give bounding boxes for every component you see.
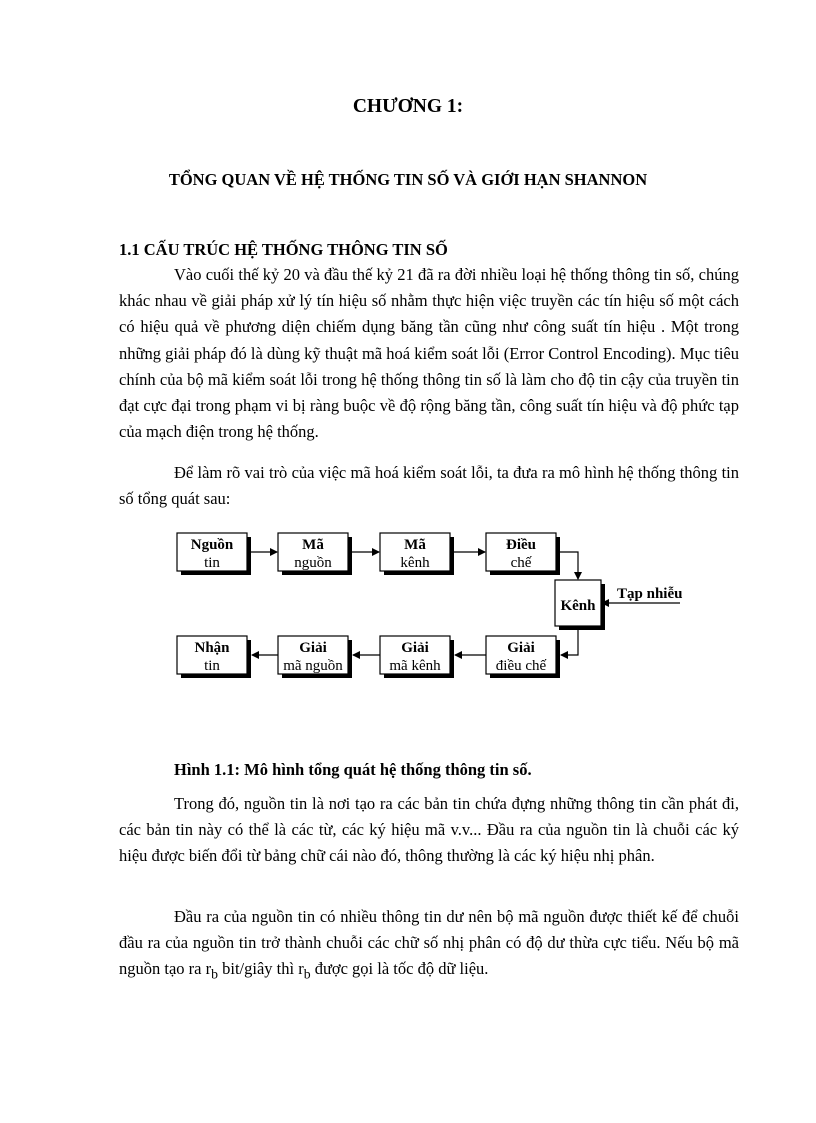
block-nhan-tin (177, 636, 251, 678)
p4-text-middle: bit/giây thì r (217, 959, 304, 979)
block-label-line2: mã nguồn (283, 658, 343, 674)
paragraph-model-intro: Để làm rõ vai trò của việc mã hoá kiểm soát lỗi, ta đưa ra mô hình hệ thống thông tin số tổng quát sau: (119, 463, 739, 509)
block-label-line1: Giải (401, 640, 429, 656)
paragraph-source-description: Trong đó, nguồn tin là nơi tạo ra các bản tin chứa đựng những thông tin cần phát đi, các bản tin này có thể là các từ, các ký hiệu mã v.v... Đầu ra của nguồn tin là chuỗi các ký hiệu được biến đổi từ bảng chữ cái nào đó, thông thường là các ký hiệu nhị phân. (119, 794, 739, 866)
subscript-b: b (303, 966, 311, 982)
arrow-modulator-to-channel (560, 552, 578, 579)
block-kenh (555, 580, 605, 630)
block-nguon-tin (177, 533, 251, 575)
block-label-line2: mã kênh (389, 658, 441, 674)
block-dieu-che (486, 533, 560, 575)
block-label-line2: kênh (400, 555, 430, 571)
noise-label: Tạp nhiễu (617, 586, 683, 602)
block-label-line1: Giải (299, 640, 327, 656)
p4-text-before: Đầu ra của nguồn tin có nhiều thông tin dư nên bộ mã nguồn được thiết kế để chuỗi đầu ra của nguồn tin trở thành chuỗi các chữ số nhị phân có độ dư thừa cực tiểu. Nếu bộ mã nguồn tạo ra r (119, 907, 739, 979)
block-label-line2: tin (204, 555, 220, 571)
block-label-line1: Mã (404, 537, 426, 553)
block-label-line1: Nguồn (190, 537, 234, 553)
block-label-line2: tin (204, 658, 220, 674)
block-label-line2: chế (510, 555, 532, 571)
block-giai-dieu-che (486, 636, 560, 678)
block-label-line1: Nhận (194, 640, 230, 656)
subscript-b: b (211, 966, 218, 982)
system-block-diagram (160, 525, 720, 695)
p4-text-after: được gọi là tốc độ dữ liệu. (310, 959, 489, 979)
chapter-subtitle: TỔNG QUAN VỀ HỆ THỐNG TIN SỐ VÀ GIỚI HẠN SHANNON (168, 170, 648, 189)
block-label-line1: Giải (507, 640, 535, 656)
block-giai-ma-nguon (278, 636, 352, 678)
paragraph-source-coder (119, 904, 739, 988)
paragraph-intro: Vào cuối thế kỷ 20 và đầu thế kỷ 21 đã ra đời nhiều loại hệ thống thông tin số, chúng khác nhau về giải pháp xử lý tín hiệu số nhằm thực hiện việc truyền các tín hiệu số một cách có hiệu quả về phương diện chiếm dụng băng tần cũng như công suất tín hiệu . Một trong những giải pháp đó là dùng kỹ thuật mã hoá kiểm soát lỗi (Error Control Encoding). Mục tiêu chính của bộ mã kiểm soát lỗi trong hệ thống thông tin số là làm cho độ tin cậy của truyền tin đạt cực đại trong phạm vi bị ràng buộc về độ rộng băng tần, công suất tín hiệu và độ phức tạp của mạch điện trong hệ thống. (119, 265, 739, 442)
section-heading: 1.1 CẤU TRÚC HỆ THỐNG THÔNG TIN SỐ (119, 240, 448, 259)
figure-caption: Hình 1.1: Mô hình tổng quát hệ thống thông tin số. (174, 760, 532, 779)
chapter-title: CHƯƠNG 1: (352, 96, 464, 117)
block-label-line2: nguồn (294, 555, 332, 571)
arrow-channel-to-demodulator (561, 626, 578, 655)
block-label-line1: Điều (506, 537, 536, 553)
block-ma-kenh (380, 533, 454, 575)
block-label: Kênh (560, 598, 596, 614)
block-label-line2: điều chế (495, 658, 547, 674)
block-ma-nguon (278, 533, 352, 575)
block-label-line1: Mã (302, 537, 324, 553)
block-giai-ma-kenh (380, 636, 454, 678)
